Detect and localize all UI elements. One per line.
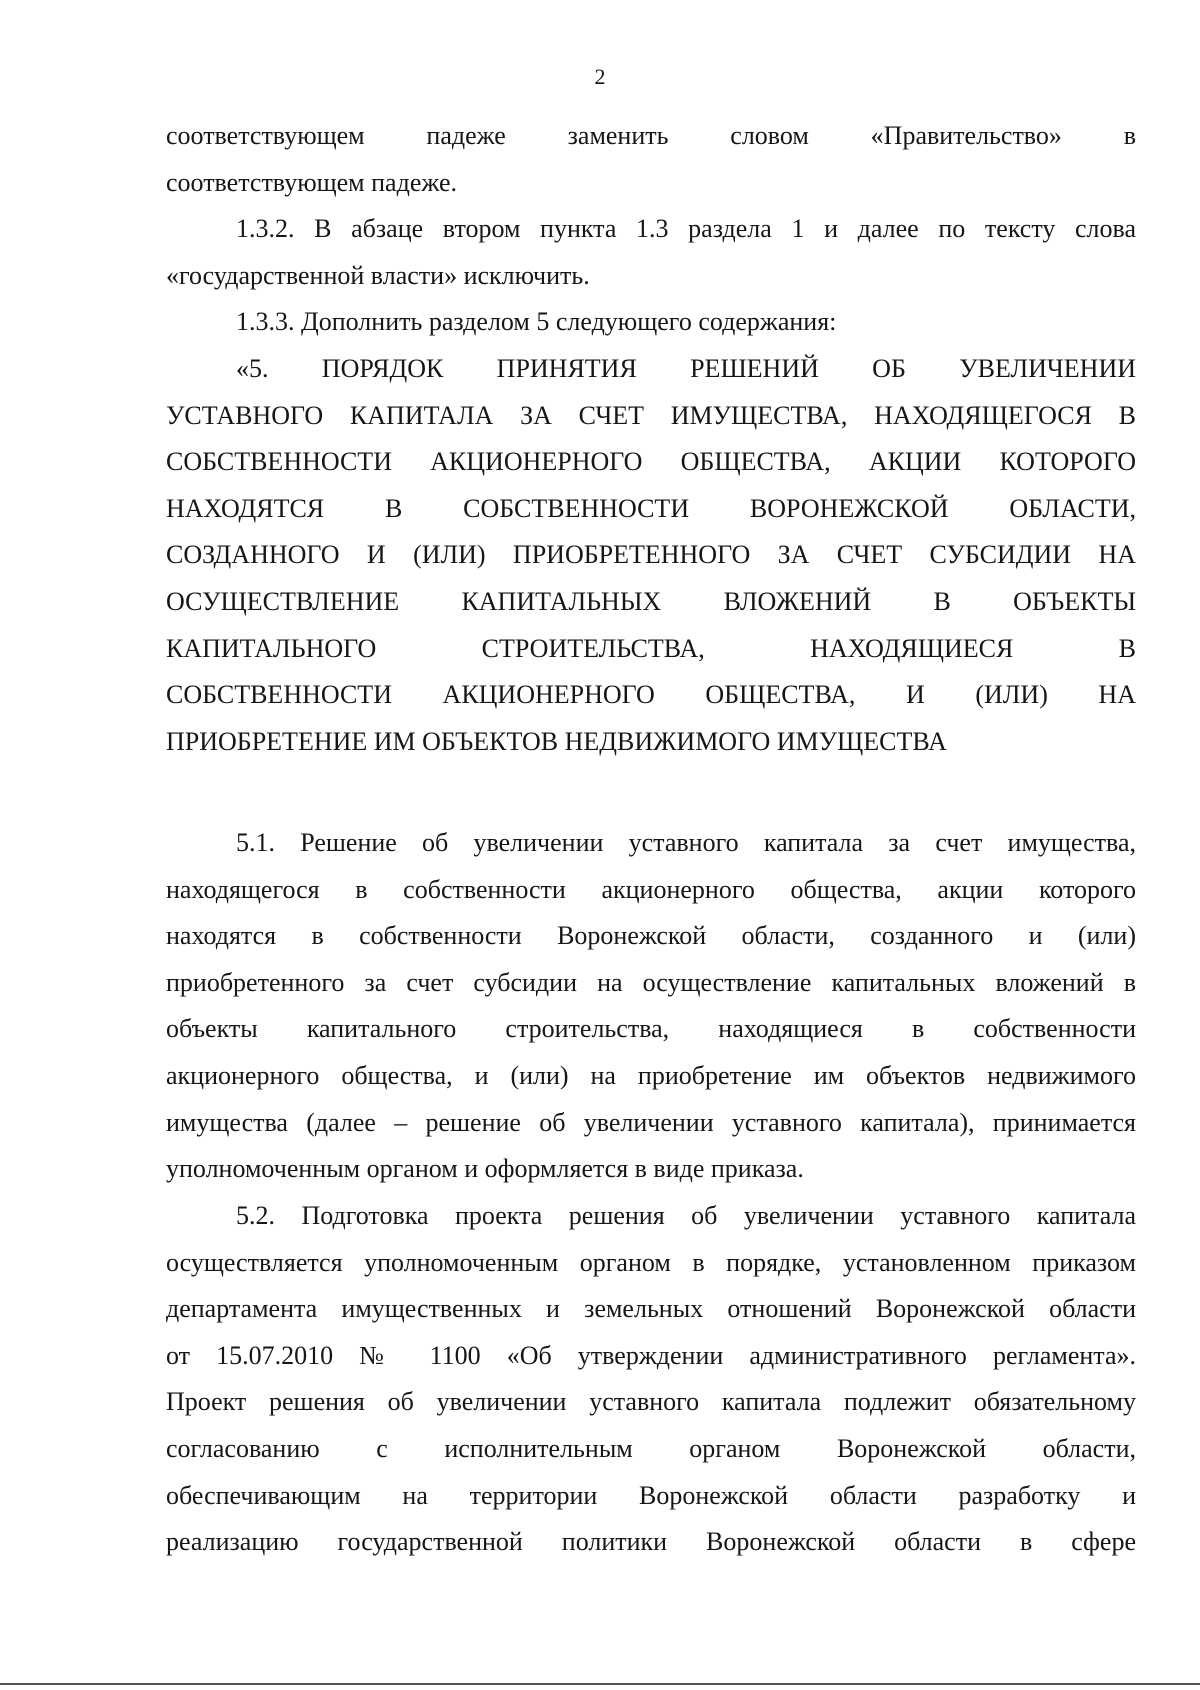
page-number: 2: [594, 64, 606, 89]
text-line: соответствующем падеже заменить словом «Правительство» в: [166, 121, 1136, 150]
heading-line: СОБСТВЕННОСТИ АКЦИОНЕРНОГО ОБЩЕСТВА, АКЦИИ КОТОРОГО: [166, 447, 1136, 477]
paragraph-5-2: [166, 1193, 1136, 1566]
text-line: приобретенного за счет субсидии на осуществление капитальных вложений в: [166, 967, 1136, 997]
text-line: «государственной власти» исключить.: [166, 260, 590, 290]
section-heading: [166, 346, 1136, 765]
text-line: Проект решения об увеличении уставного капитала подлежит обязательному: [166, 1387, 1136, 1417]
text-line: обеспечивающим на территории Воронежской области разработку и: [166, 1480, 1136, 1510]
paragraph-5-1: [166, 820, 1136, 1193]
heading-line: СОЗДАННОГО И (ИЛИ) ПРИОБРЕТЕННОГО ЗА СЧЕТ СУБСИДИИ НА: [166, 540, 1136, 570]
heading-line: КАПИТАЛЬНОГО СТРОИТЕЛЬСТВА, НАХОДЯЩИЕСЯ В: [166, 633, 1136, 663]
text-line: находятся в собственности Воронежской области, созданного и (или): [166, 921, 1136, 951]
text-line: реализацию государственной политики Воронежской области в сфере: [166, 1527, 1136, 1557]
text-line: 5.2. Подготовка проекта решения об увеличении уставного капитала: [236, 1201, 1136, 1230]
text-line: 1.3.2. В абзаце втором пункта 1.3 раздела 1 и далее по тексту слова: [236, 214, 1136, 244]
page-bottom-edge: [0, 1683, 1200, 1685]
heading-line: НАХОДЯТСЯ В СОБСТВЕННОСТИ ВОРОНЕЖСКОЙ ОБЛАСТИ,: [166, 493, 1136, 523]
heading-line: «5. ПОРЯДОК ПРИНЯТИЯ РЕШЕНИЙ ОБ УВЕЛИЧЕНИИ: [236, 354, 1136, 383]
text-line: находящегося в собственности акционерного общества, акции которого: [166, 874, 1136, 904]
text-line: согласованию с исполнительным органом Воронежской области,: [166, 1433, 1136, 1463]
text-line: 1.3.3. Дополнить разделом 5 следующего содержания:: [236, 307, 837, 337]
intro-block: [166, 113, 1136, 346]
text-line: имущества (далее – решение об увеличении уставного капитала), принимается: [166, 1107, 1136, 1137]
text-line: акционерного общества, и (или) на приобретение им объектов недвижимого: [166, 1060, 1136, 1090]
text-line: осуществляется уполномоченным органом в порядке, установленном приказом: [166, 1247, 1136, 1277]
heading-line: УСТАВНОГО КАПИТАЛА ЗА СЧЕТ ИМУЩЕСТВА, НАХОДЯЩЕГОСЯ В: [166, 400, 1136, 430]
text-line: уполномоченным органом и оформляется в виде приказа.: [166, 1154, 804, 1184]
text-line: департамента имущественных и земельных отношений Воронежской области: [166, 1294, 1136, 1324]
heading-line: ОСУЩЕСТВЛЕНИЕ КАПИТАЛЬНЫХ ВЛОЖЕНИЙ В ОБЪЕКТЫ: [166, 586, 1136, 616]
text-line: от 15.07.2010 № 1100 «Об утверждении административного регламента».: [166, 1340, 1136, 1370]
heading-line: СОБСТВЕННОСТИ АКЦИОНЕРНОГО ОБЩЕСТВА, И (ИЛИ) НА: [166, 680, 1136, 710]
text-line: 5.1. Решение об увеличении уставного капитала за счет имущества,: [236, 828, 1136, 857]
heading-line: ПРИОБРЕТЕНИЕ ИМ ОБЪЕКТОВ НЕДВИЖИМОГО ИМУЩЕСТВА: [166, 726, 947, 756]
text-line: соответствующем падеже.: [166, 167, 458, 197]
text-line: объекты капитального строительства, находящиеся в собственности: [166, 1014, 1136, 1044]
